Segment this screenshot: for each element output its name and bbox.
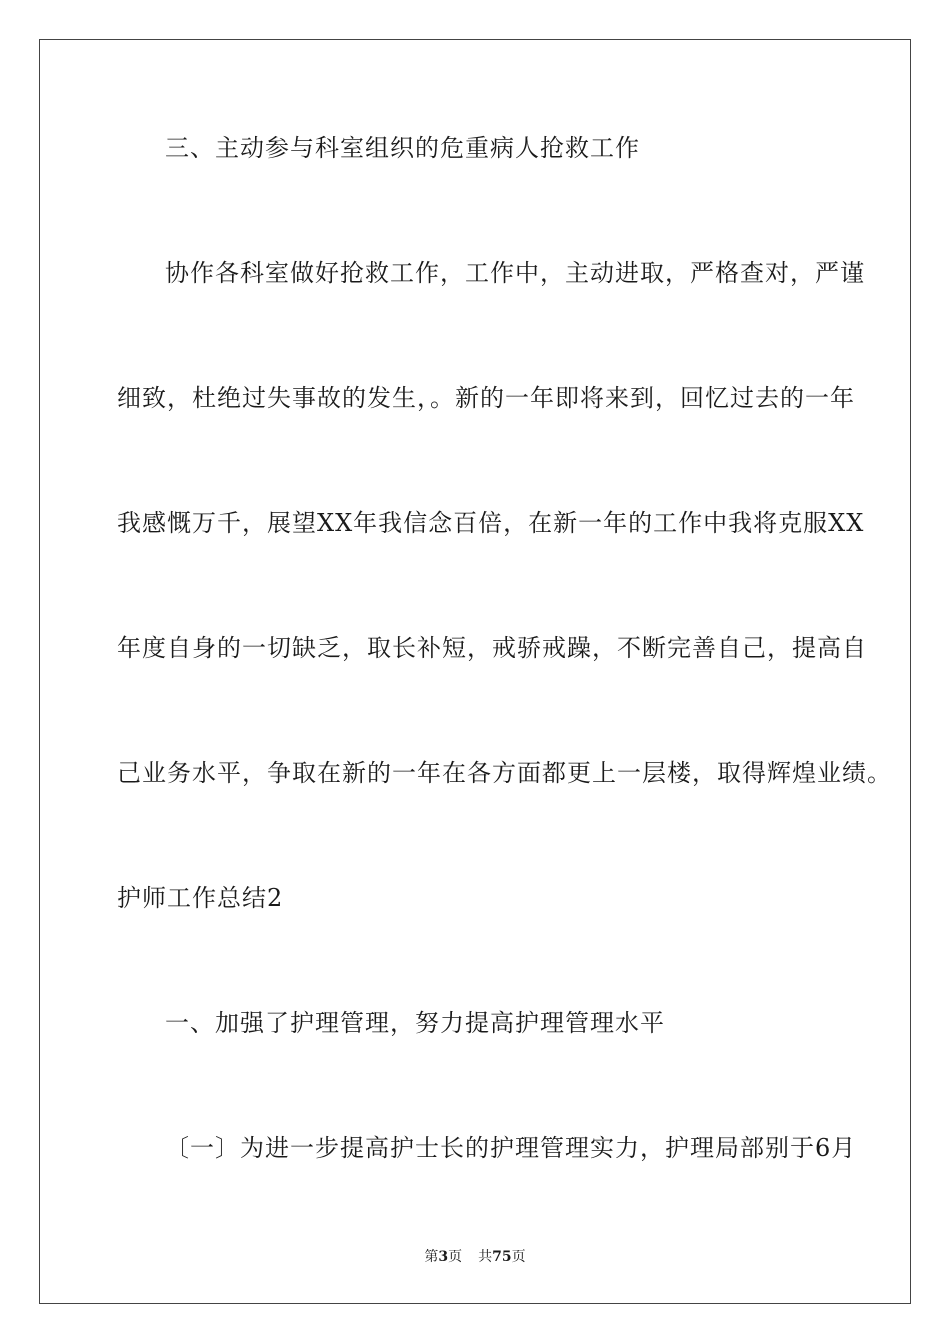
paragraph-line-4: 年度自身的一切缺乏，取长补短，戒骄戒躁，不断完善自己，提高自: [117, 634, 867, 662]
footer-total-pages: 75: [492, 1249, 512, 1265]
footer-page-number: 3: [438, 1249, 449, 1265]
page-footer: [0, 1248, 950, 1266]
footer-total-prefix: 共: [478, 1249, 493, 1265]
paragraph-line-3: 我感慨万千，展望XX年我信念百倍，在新一年的工作中我将克服XX: [117, 509, 865, 537]
footer-page-prefix: 第: [424, 1249, 439, 1265]
page-border: [39, 39, 911, 1304]
section-heading-1: 一、加强了护理管理，努力提高护理管理水平: [165, 1009, 665, 1037]
paragraph-line-6: 〔一〕为进一步提高护士长的护理管理实力，护理局部别于6月: [165, 1134, 857, 1162]
footer-page-suffix: 页: [448, 1249, 463, 1265]
document-title: 护师工作总结2: [117, 884, 284, 912]
paragraph-line-2: 细致，杜绝过失事故的发生，。新的一年即将来到，回忆过去的一年: [117, 384, 855, 412]
section-heading-3: 三、主动参与科室组织的危重病人抢救工作: [165, 134, 640, 162]
paragraph-line-5: 己业务水平，争取在新的一年在各方面都更上一层楼，取得辉煌业绩。: [117, 759, 892, 787]
paragraph-line-1: 协作各科室做好抢救工作，工作中，主动进取，严格查对，严谨: [165, 259, 865, 287]
footer-total-suffix: 页: [511, 1249, 526, 1265]
